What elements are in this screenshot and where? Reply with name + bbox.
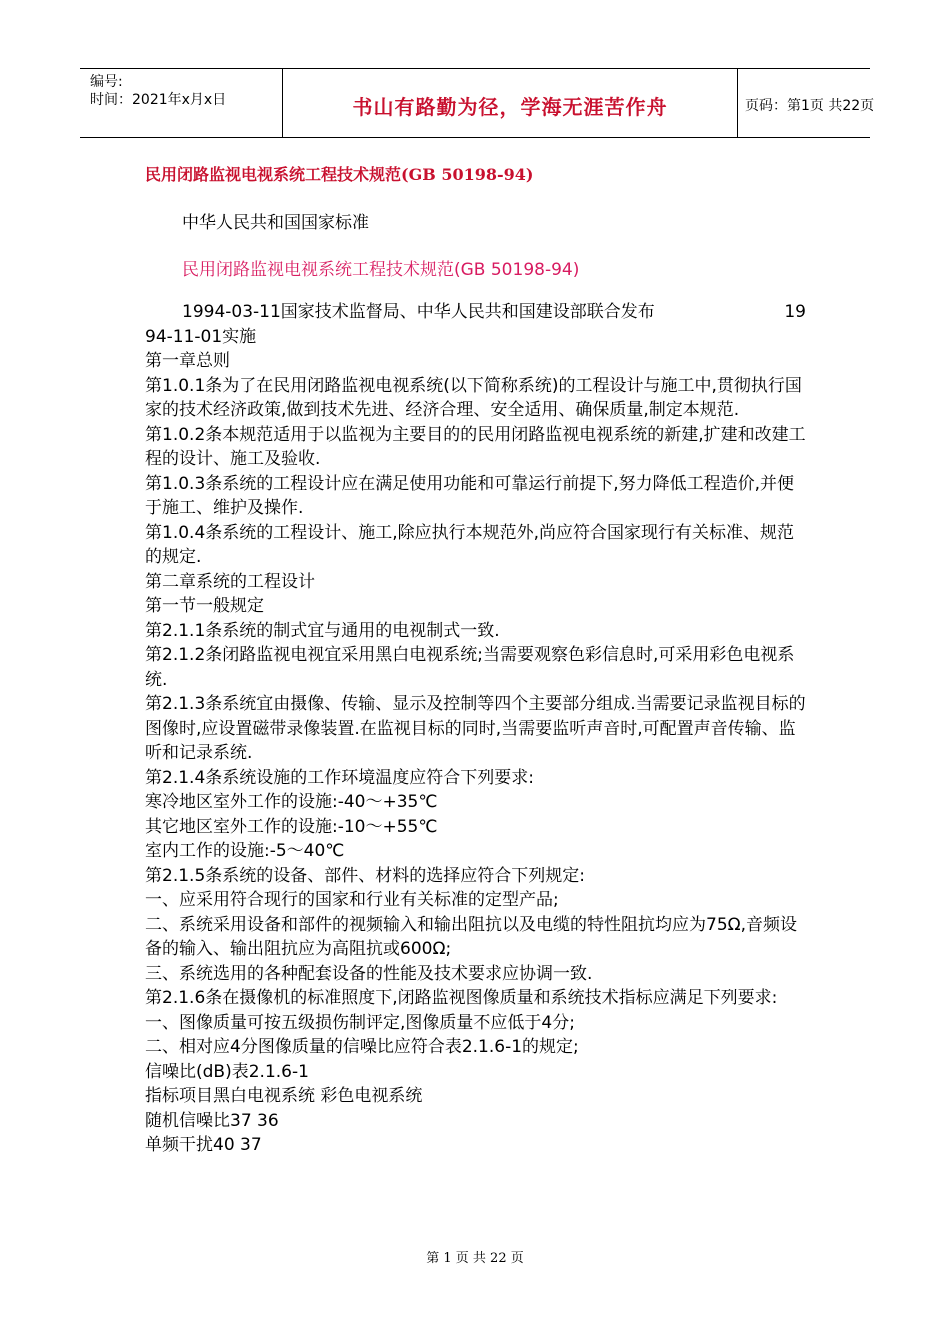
chapter-heading: 第二章系统的工程设计 [145,571,315,592]
paragraph: 第1.0.1条为了在民用闭路监视电视系统(以下简称系统)的工程设计与施工中,贯彻执行国家的技术经济政策,做到技术先进、经济合理、安全适用、确保质量,制定本规范. [145,375,802,420]
paragraph: 二、系统采用设备和部件的视频输入和输出阻抗以及电缆的特性阻抗均应为75Ω,音频设备的输入、输出阻抗应为高阻抗或600Ω; [145,914,798,959]
publish-date-left: 1994-03-11国家技术监督局、中华人民共和国建设部联合发布 [182,302,655,322]
paragraph: 二、相对应4分图像质量的信噪比应符合表2.1.6-1的规定; [145,1037,579,1057]
standard-line: 中华人民共和国国家标准 [182,213,369,233]
paragraph: 一、图像质量可按五级损伤制评定,图像质量不应低于4分; [145,1012,575,1033]
paragraph: 第1.0.4条系统的工程设计、施工,除应执行本规范外,尚应符合国家现行有关标准、规范的规定. [145,522,795,567]
time-label: 时间：2021年x月x日 [90,92,227,108]
paragraph: 寒冷地区室外工作的设施:-40～+35℃ [145,792,438,812]
table-row: 指标项目黑白电视系统 彩色电视系统 [145,1086,423,1106]
paragraph: 第2.1.4条系统设施的工作环境温度应符合下列要求: [145,767,534,788]
publish-date-line [145,300,810,325]
paragraph: 三、系统选用的各种配套设备的性能及技术要求应协调一致. [145,963,593,984]
paragraph: 其它地区室外工作的设施:-10～+55℃ [145,816,438,837]
paragraph: 第1.0.2条本规范适用于以监视为主要目的的民用闭路监视电视系统的新建,扩建和改建工程的设计、施工及验收. [145,424,806,469]
header-left-cell [80,69,282,137]
paragraph: 第1.0.3条系统的工程设计应在满足使用功能和可靠运行前提下,努力降低工程造价,并便于施工、维护及操作. [145,473,795,518]
table-row: 随机信噪比37 36 [145,1110,279,1131]
document-title-repeat: 民用闭路监视电视系统工程技术规范(GB 50198-94) [182,260,580,280]
document-title: 民用闭路监视电视系统工程技术规范(GB 50198-94) [145,165,534,184]
section-heading: 第一节一般规定 [145,596,264,616]
table-row: 单频干扰40 37 [145,1135,262,1155]
page-header [80,68,875,138]
header-motto-cell [282,69,738,137]
paragraph: 室内工作的设施:-5～40℃ [145,841,345,861]
publish-date-right: 19 [784,302,806,322]
page-code: 页码：第1页 共22页 [745,98,875,114]
header-right-cell [737,69,875,137]
page-footer: 第 1 页 共 22 页 [426,1251,524,1266]
paragraph: 第2.1.2条闭路监视电视宜采用黑白电视系统;当需要观察色彩信息时,可采用彩色电视系统. [145,645,795,690]
motto: 书山有路勤为径，学海无涯苦作舟 [352,95,668,119]
document-body [145,300,810,1158]
paragraph: 第2.1.3条系统宜由摄像、传输、显示及控制等四个主要部分组成.当需要记录监视目标的图像时,应设置磁带录像装置.在监视目标的同时,当需要监听声音时,可配置声音传输、监听和记录系统. [145,694,806,763]
paragraph: 94-11-01实施 [145,326,257,347]
code-label: 编号: [90,74,123,90]
table-caption: 信噪比(dB)表2.1.6-1 [145,1061,309,1082]
paragraph: 第2.1.6条在摄像机的标准照度下,闭路监视图像质量和系统技术指标应满足下列要求: [145,988,778,1008]
paragraph: 一、应采用符合现行的国家和行业有关标准的定型产品; [145,890,559,910]
chapter-heading: 第一章总则 [145,351,230,371]
paragraph: 第2.1.1条系统的制式宜与通用的电视制式一致. [145,620,500,641]
paragraph: 第2.1.5条系统的设备、部件、材料的选择应符合下列规定: [145,865,585,886]
